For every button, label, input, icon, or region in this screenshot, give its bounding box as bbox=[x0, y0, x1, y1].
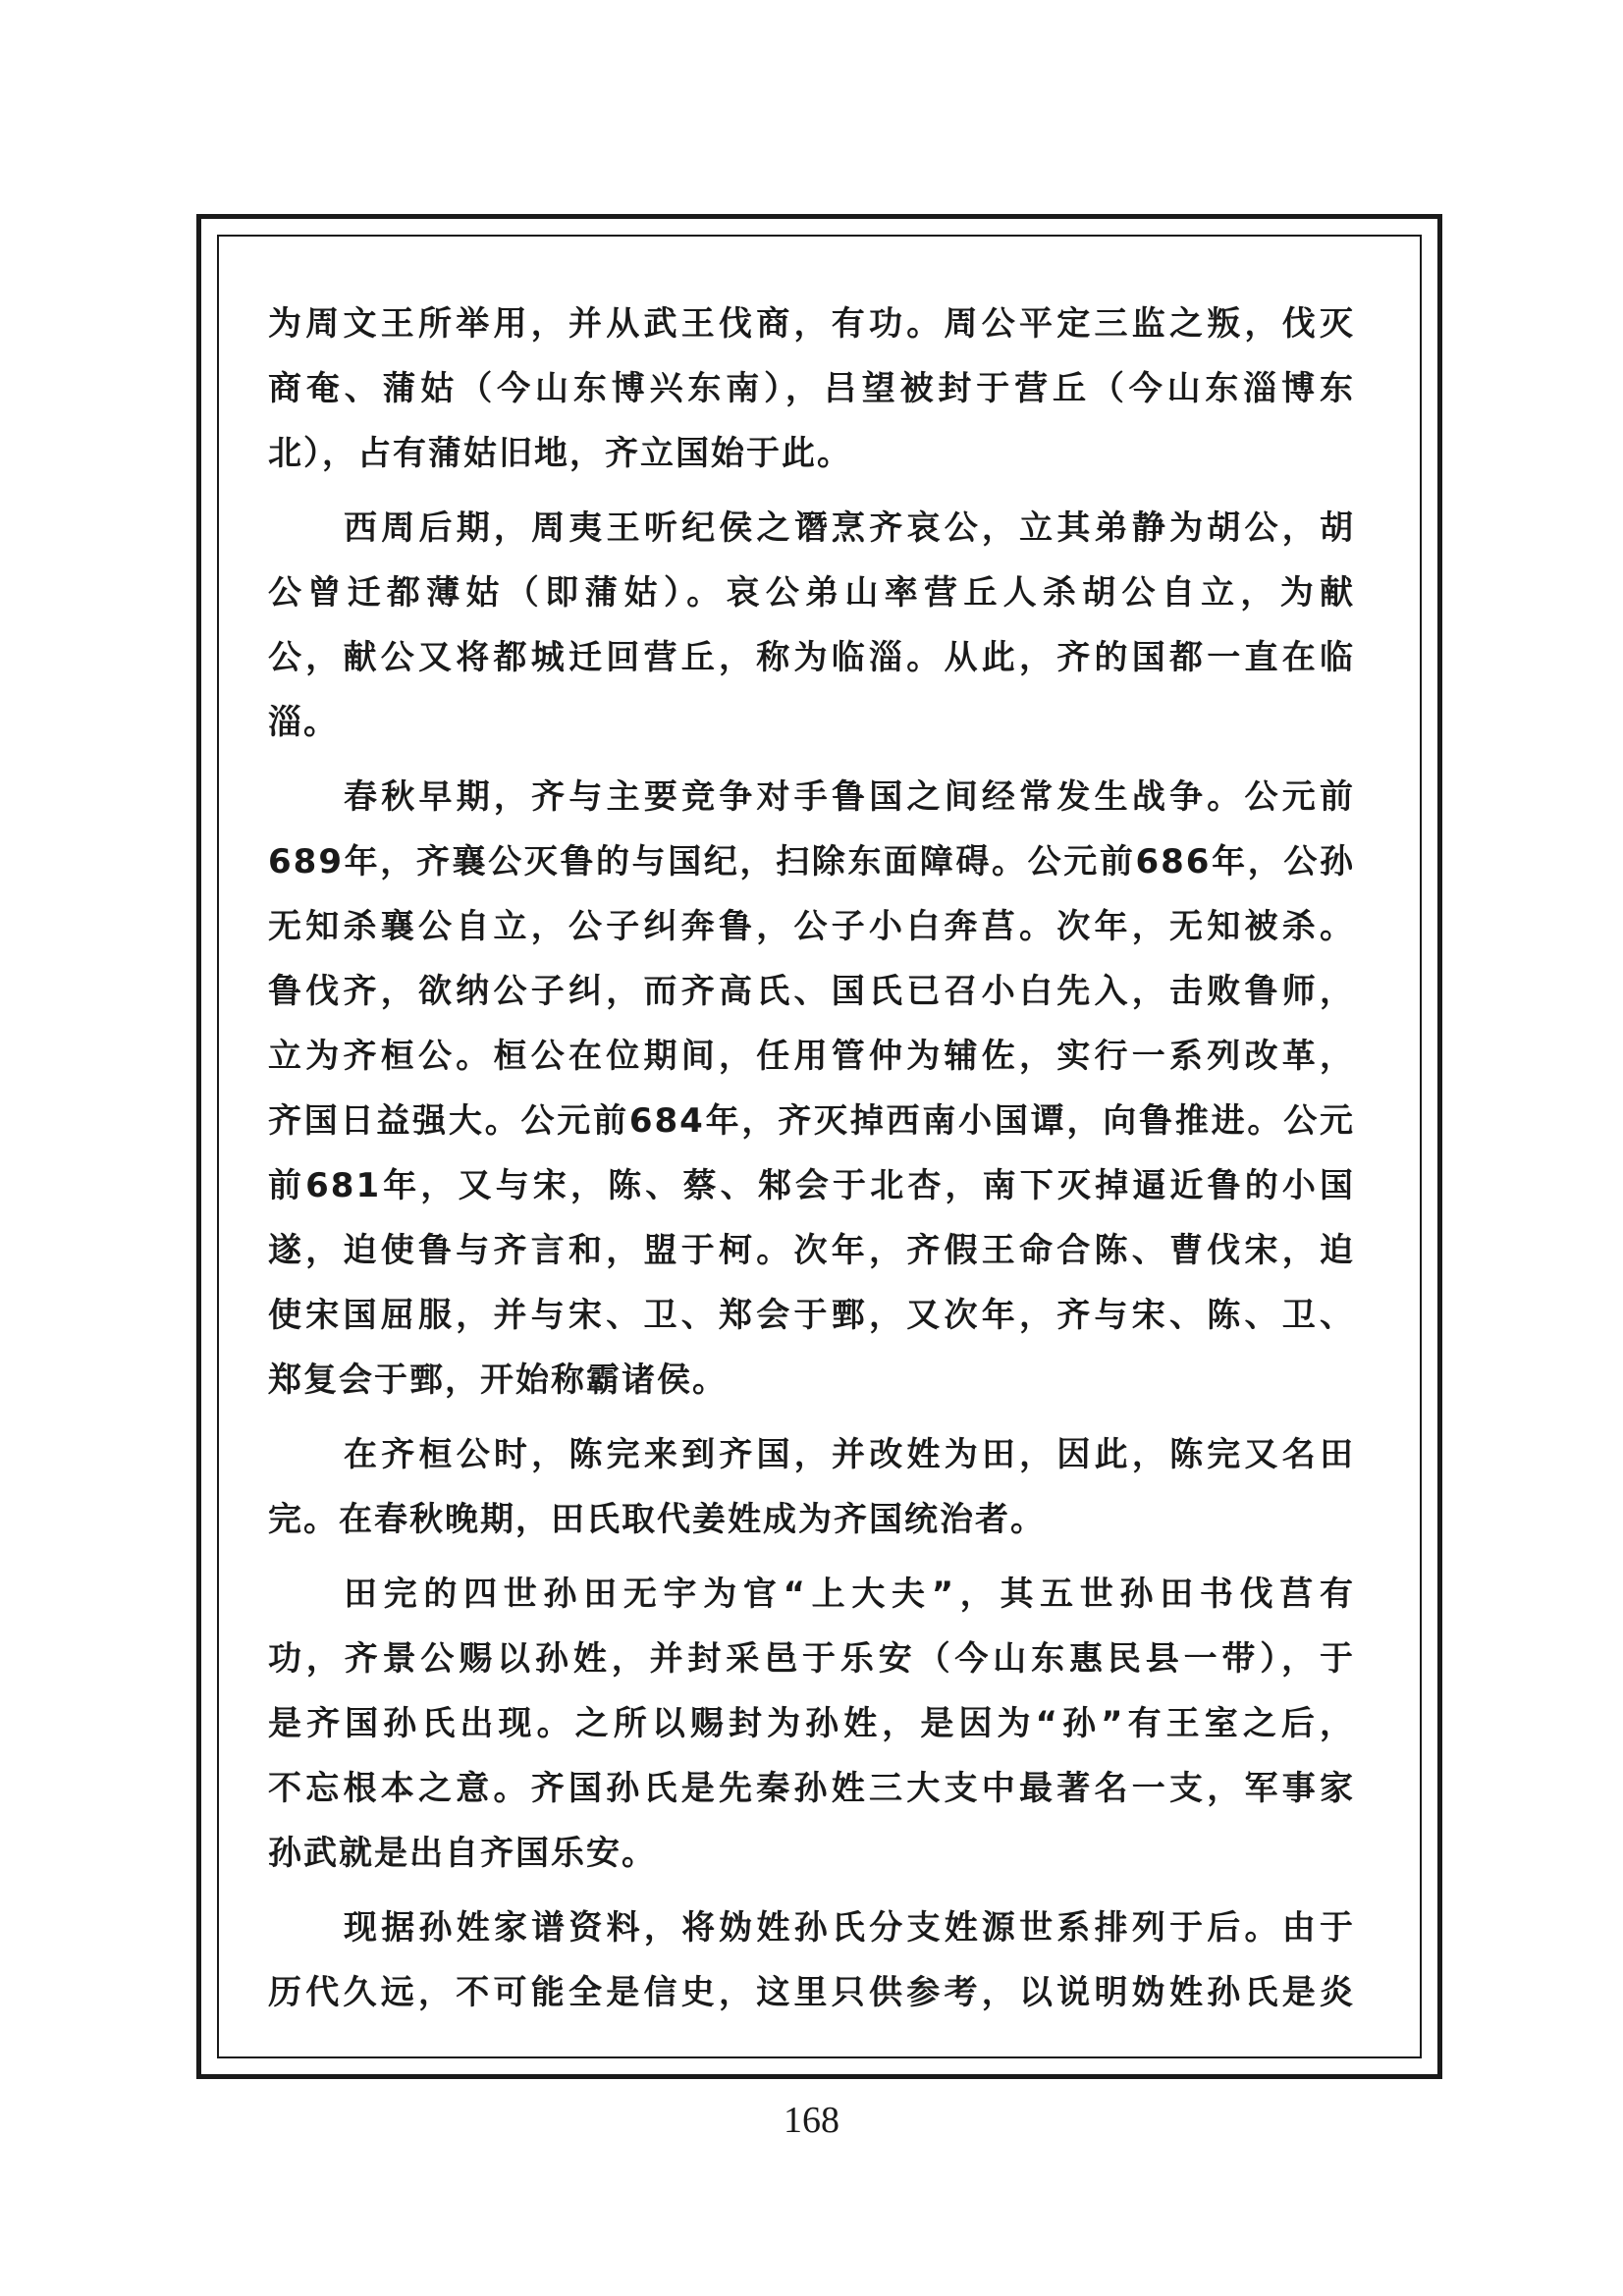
text-line: 齐国日益强大。公元前684年，齐灭掉西南小国谭，向鲁推进。公元 bbox=[268, 1101, 1355, 1141]
text-line: 春秋早期，齐与主要竞争对手鲁国之间经常发生战争。公元前 bbox=[344, 777, 1355, 817]
text-line: 孙武就是出自齐国乐安。 bbox=[268, 1834, 657, 1873]
text-line: 前681年，又与宋，陈、蔡、邾会于北杏，南下灭掉逼近鲁的小国 bbox=[268, 1166, 1355, 1205]
paragraph-6 bbox=[268, 1896, 1355, 2025]
text-line: 在齐桓公时，陈完来到齐国，并改姓为田，因此，陈完又名田 bbox=[344, 1435, 1355, 1474]
text-line: 商奄、蒲姑（今山东博兴东南），吕望被封于营丘（今山东淄博东 bbox=[268, 369, 1355, 408]
text-line: 淄。 bbox=[268, 703, 339, 742]
text-line: 郑复会于鄄，开始称霸诸侯。 bbox=[268, 1361, 728, 1400]
text-line: 使宋国屈服，并与宋、卫、郑会于鄄，又次年，齐与宋、陈、卫、 bbox=[268, 1296, 1355, 1335]
text-line: 田完的四世孙田无宇为官“上大夫”，其五世孙田书伐莒有 bbox=[344, 1575, 1355, 1614]
text-line: 不忘根本之意。齐国孙氏是先秦孙姓三大支中最著名一支，军事家 bbox=[268, 1769, 1355, 1808]
text-line: 北），占有蒲姑旧地，齐立国始于此。 bbox=[268, 434, 852, 473]
text-line: 689年，齐襄公灭鲁的与国纪，扫除东面障碍。公元前686年，公孙 bbox=[268, 842, 1355, 881]
text-line: 功，齐景公赐以孙姓，并封采邑于乐安（今山东惠民县一带），于 bbox=[268, 1639, 1355, 1679]
paragraph-3 bbox=[268, 765, 1355, 1413]
paragraph-1 bbox=[268, 292, 1355, 486]
body-text bbox=[268, 292, 1355, 2025]
text-line: 公曾迁都薄姑（即蒲姑）。哀公弟山率营丘人杀胡公自立，为献 bbox=[268, 573, 1355, 613]
page-number: 168 bbox=[784, 2100, 839, 2141]
text-line: 西周后期，周夷王听纪侯之谮烹齐哀公，立其弟静为胡公，胡 bbox=[344, 508, 1355, 548]
text-line: 历代久远，不可能全是信史，这里只供参考，以说明妫姓孙氏是炎 bbox=[268, 1973, 1355, 2012]
text-line: 鲁伐齐，欲纳公子纠，而齐高氏、国氏已召小白先入，击败鲁师， bbox=[268, 972, 1355, 1011]
paragraph-2 bbox=[268, 496, 1355, 755]
text-line: 完。在春秋晚期，田氏取代姜姓成为齐国统治者。 bbox=[268, 1500, 1046, 1539]
text-line: 为周文王所举用，并从武王伐商，有功。周公平定三监之叛，伐灭 bbox=[268, 304, 1355, 344]
text-line: 现据孙姓家谱资料，将妫姓孙氏分支姓源世系排列于后。由于 bbox=[344, 1908, 1355, 1948]
text-line: 无知杀襄公自立，公子纠奔鲁，公子小白奔莒。次年，无知被杀。 bbox=[268, 907, 1355, 946]
text-line: 立为齐桓公。桓公在位期间，任用管仲为辅佐，实行一系列改革， bbox=[268, 1037, 1355, 1076]
text-line: 是齐国孙氏出现。之所以赐封为孙姓，是因为“孙”有王室之后， bbox=[268, 1704, 1355, 1743]
text-line: 遂，迫使鲁与齐言和，盟于柯。次年，齐假王命合陈、曹伐宋，迫 bbox=[268, 1231, 1355, 1270]
paragraph-4 bbox=[268, 1422, 1355, 1552]
paragraph-5 bbox=[268, 1562, 1355, 1886]
text-line: 公，献公又将都城迁回营丘，称为临淄。从此，齐的国都一直在临 bbox=[268, 638, 1355, 677]
